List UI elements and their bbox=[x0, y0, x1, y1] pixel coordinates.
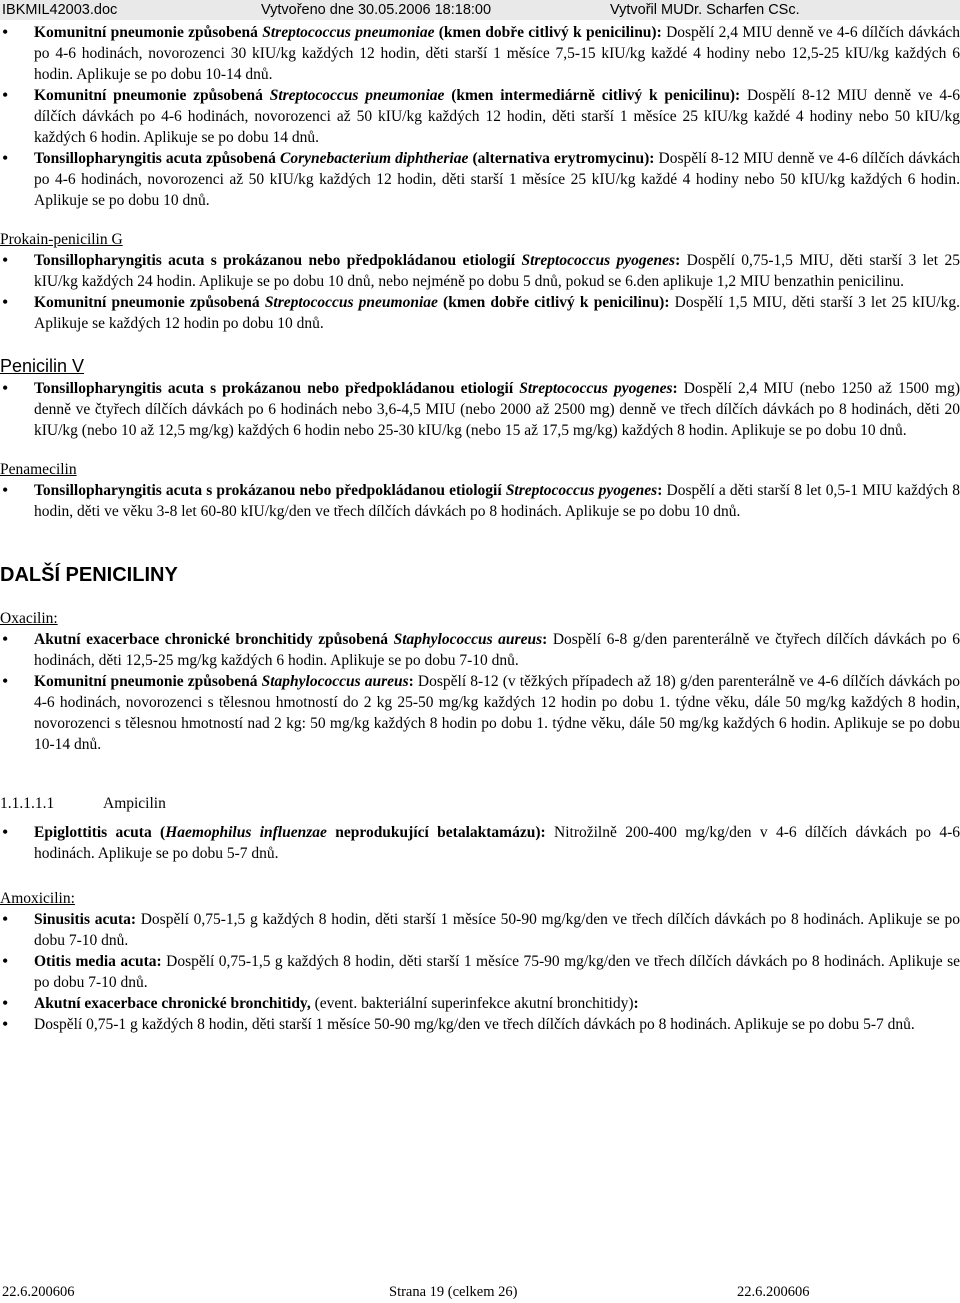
list-item: • Tonsillopharyngitis acuta způsobená Corynebacterium diphtheriae (alternativa erytromycinu): Dospělí 8-12 MIU denně ve 4-6 dílčích dávkách po 4-6 hodinách, novorozenci až 50 kIU/kg každých 12 hodin, děti starší 1 měsíce 25 kIU/kg každé 4 hodiny nebo 50 kIU/kg každých 6 hodin. Aplikuje se po dobu 10 dnů. bbox=[0, 148, 960, 211]
section-heading-penamecilin: Penamecilin bbox=[0, 461, 77, 478]
heading-text: Ampicilin bbox=[103, 795, 166, 812]
section-heading-prokain: Prokain-penicilin G bbox=[0, 231, 123, 248]
footer-page-number: Strana 19 (celkem 26) bbox=[389, 1284, 518, 1300]
section-heading-penicilin-v: Penicilin V bbox=[0, 356, 85, 376]
list-item: • Komunitní pneumonie způsobená Streptococcus pneumoniae (kmen dobře citlivý k penicilinu): Dospělí 2,4 MIU denně ve 4-6 dílčích dávkách po 4-6 hodinách, novorozenci 30 kIU/kg každých 12 hodin, děti starší 1 měsíce 7,5-15 kIU/kg každé 4 hodiny nebo 12,5-25 kIU/kg každých 6 hodin. Aplikuje se po dobu 10-14 dnů. bbox=[0, 22, 960, 85]
document-header bbox=[0, 0, 960, 20]
header-created: Vytvořeno dne 30.05.2006 18:18:00 bbox=[261, 2, 492, 18]
penicilin-v-list bbox=[0, 378, 960, 441]
heading-number: 1.1.1.1.1 bbox=[0, 795, 55, 812]
list-item: • Akutní exacerbace chronické bronchitidy, (event. bakteriální superinfekce akutní bronchitidy): bbox=[0, 993, 960, 1014]
list-item: • Komunitní pneumonie způsobená Streptococcus pneumoniae (kmen intermediárně citlivý k penicilinu): Dospělí 8-12 MIU denně ve 4-6 dílčích dávkách po 4-6 hodinách, novorozenci až 50 kIU/kg každých 12 hodin, děti starší 1 měsíce 25 kIU/kg každé 4 hodiny nebo 50 kIU/kg každých 6 hodin. Aplikuje se po dobu 14 dnů. bbox=[0, 85, 960, 148]
page-body bbox=[0, 22, 960, 1035]
list-item: • Komunitní pneumonie způsobená Streptococcus pneumoniae (kmen dobře citlivý k penicilinu): Dospělí 1,5 MIU, děti starší 3 let 25 kIU/kg. Aplikuje se každých 12 hodin po dobu 10 dnů. bbox=[0, 292, 960, 334]
list-item: • Tonsillopharyngitis acuta s prokázanou nebo předpokládanou etiologií Streptococcus pyogenes: Dospělí 0,75-1,5 MIU, děti starší 3 let 25 kIU/kg každých 24 hodin. Aplikuje se po dobu 10 dnů, nebo nejméně po dobu 5 dnů, pokud se 6.den aplikuje 1,2 MIU benzathin penicilinu. bbox=[0, 250, 960, 292]
list-item: • Komunitní pneumonie způsobená Staphylococcus aureus: Dospělí 8-12 (v těžkých případech až 18) g/den parenterálně ve 4-6 dílčích dávkách po 4-6 hodinách, novorozenci s tělesnou hmotností do 2 kg 25-50 mg/kg každých 12 hodin po dobu 1. týdne věku, dále 50 mg/kg každých 8 hodin, novorozenci s tělesnou hmotností nad 2 kg: 50 mg/kg každých 8 hodin po dobu 1. týdne věku, dále 50 mg/kg každých 6 hodin. Aplikuje se po dobu 10-14 dnů. bbox=[0, 671, 960, 755]
chapter-heading: DALŠÍ PENICILINY bbox=[0, 564, 178, 586]
penicilin-g-list bbox=[0, 22, 960, 211]
list-item: • Sinusitis acuta: Dospělí 0,75-1,5 g každých 8 hodin, děti starší 1 měsíce 50-90 mg/kg/den ve třech dílčích dávkách po 8 hodinách. Aplikuje se po dobu 7-10 dnů. bbox=[0, 909, 960, 951]
list-item: • Dospělí 0,75-1 g každých 8 hodin, děti starší 1 měsíce 50-90 mg/kg/den ve třech dílčích dávkách po 8 hodinách. Aplikuje se po dobu 5-7 dnů. bbox=[0, 1014, 960, 1035]
oxacilin-list bbox=[0, 629, 960, 755]
ampicilin-list bbox=[0, 822, 960, 864]
list-item: • Otitis media acuta: Dospělí 0,75-1,5 g každých 8 hodin, děti starší 1 měsíce 75-90 mg/kg/den ve třech dílčích dávkách po 8 hodinách. Aplikuje se po dobu 7-10 dnů. bbox=[0, 951, 960, 993]
footer-date-left: 22.6.200606 bbox=[2, 1284, 75, 1300]
section-heading-oxacilin: Oxacilin: bbox=[0, 610, 58, 627]
prokain-list bbox=[0, 250, 960, 334]
list-item: • Tonsillopharyngitis acuta s prokázanou nebo předpokládanou etiologií Streptococcus pyogenes: Dospělí 2,4 MIU (nebo 1250 až 1500 mg) denně ve čtyřech dílčích dávkách po 6 hodinách nebo 3,6-4,5 MIU (nebo 2000 až 2500 mg) denně ve třech dílčích dávkách po 8 hodinách, děti 20 kIU/kg (nebo 10 až 12,5 mg/kg) každých 6 hodin nebo 25-30 kIU/kg (nebo 15 až 17,5 mg/kg) každých 8 hodin. Aplikuje se po dobu 10 dnů. bbox=[0, 378, 960, 441]
amoxicilin-list bbox=[0, 909, 960, 1035]
footer-date-right: 22.6.200606 bbox=[737, 1284, 810, 1300]
section-heading-ampicilin bbox=[0, 793, 960, 814]
list-item: • Akutní exacerbace chronické bronchitidy způsobená Staphylococcus aureus: Dospělí 6-8 g/den parenterálně ve čtyřech dílčích dávkách po 6 hodinách, děti 12,5-25 mg/kg každých 6 hodin. Aplikuje se po dobu 7-10 dnů. bbox=[0, 629, 960, 671]
list-item: • Epiglottitis acuta (Haemophilus influenzae neprodukující betalaktamázu): Nitrožilně 200-400 mg/kg/den v 4-6 dílčích dávkách po 4-6 hodinách. Aplikuje se po dobu 5-7 dnů. bbox=[0, 822, 960, 864]
document-footer bbox=[0, 1282, 960, 1302]
header-author: Vytvořil MUDr. Scharfen CSc. bbox=[610, 2, 800, 18]
header-filename: IBKMIL42003.doc bbox=[2, 2, 118, 18]
list-item: • Tonsillopharyngitis acuta s prokázanou nebo předpokládanou etiologií Streptococcus pyogenes: Dospělí a děti starší 8 let 0,5-1 MIU každých 8 hodin, děti ve věku 3-8 let 60-80 kIU/kg/den ve třech dílčích dávkách po 8 hodinách. Aplikuje se po dobu 10 dnů. bbox=[0, 480, 960, 522]
penamecilin-list bbox=[0, 480, 960, 522]
section-heading-amoxicilin: Amoxicilin: bbox=[0, 890, 75, 907]
